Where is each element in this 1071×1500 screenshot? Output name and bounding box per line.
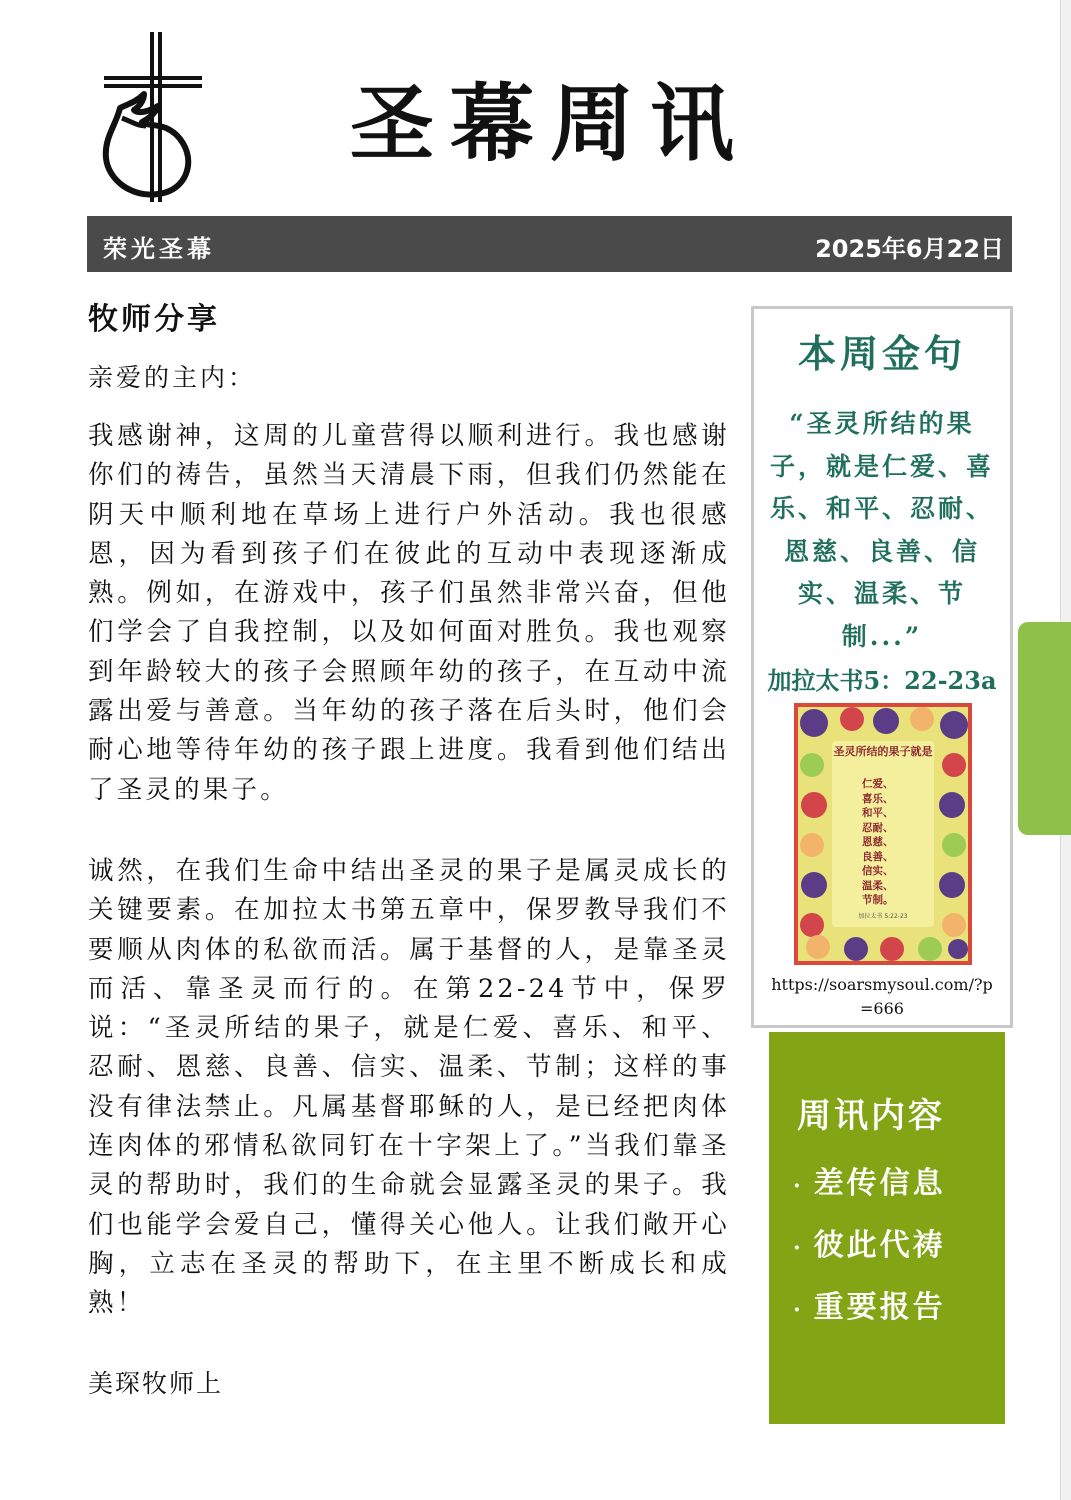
contents-title: 周讯内容 — [797, 1096, 945, 1136]
poster-item: 良善、 — [862, 850, 894, 863]
poster-item: 节制。 — [862, 894, 894, 906]
poster-item: 忍耐、 — [862, 821, 894, 834]
poster-item: 喜乐、 — [862, 792, 894, 805]
image-source-link[interactable]: https://soarsmysoul.com/?p=666 — [771, 975, 993, 1018]
poster-item: 恩慈、 — [862, 836, 894, 848]
poster-panel — [832, 741, 934, 927]
side-scroll-tab[interactable] — [1018, 622, 1071, 835]
contents-item-label: 差传信息 — [813, 1166, 946, 1201]
header-banner — [87, 216, 1012, 272]
issue-date: 2025年6月22日 — [815, 235, 1004, 263]
section-heading-pastor-share: 牧师分享 — [88, 302, 220, 337]
newsletter-title: 圣幕周讯 — [350, 75, 751, 173]
bullet-icon: · — [793, 1235, 804, 1261]
paragraph-1: 我感谢神，这周的儿童营得以顺利进行。我也感谢你们的祷告，虽然当天清晨下雨，但我们仍然能在阴天中顺利地在草场上进行户外活动。我也很感恩，因为看到孩子们在彼此的互动中表现逐渐成熟。例如，在游戏中，孩子们虽然非常兴奋，但他们学会了自我控制，以及如何面对胜负。我也观察到年龄较大的孩子会照顾年幼的孩子，在互动中流露出爱与善意。当年幼的孩子落在后头时，他们会耐心地等待年幼的孩子跟上进度。我看到他们结出了圣灵的果子。 — [88, 421, 730, 805]
poster-reference: 加拉太书 5:22-23 — [858, 913, 908, 920]
church-name: 荣光圣幕 — [103, 235, 215, 263]
bullet-icon: · — [793, 1297, 804, 1323]
contents-item[interactable] — [793, 1282, 946, 1326]
contents-item-label: 重要报告 — [813, 1290, 946, 1325]
poster-item: 和平、 — [862, 807, 894, 819]
signature: 美琛牧师上 — [88, 1369, 224, 1398]
greeting: 亲爱的主内： — [88, 363, 257, 392]
bullet-icon: · — [793, 1173, 804, 1199]
poster-item: 信实、 — [862, 865, 894, 877]
golden-verse-reference: 加拉太书5：22-23a — [767, 666, 997, 695]
poster-list — [862, 777, 932, 908]
contents-item-label: 彼此代祷 — [813, 1228, 946, 1263]
golden-verse-text: “圣灵所结的果子，就是仁爱、喜乐、和平、忍耐、恩慈、良善、信实、温柔、节制...” — [769, 409, 994, 651]
contents-item[interactable] — [793, 1158, 946, 1202]
cross-dove-logo-icon — [98, 30, 208, 210]
poster-title: 圣灵所结的果子就是 — [833, 745, 933, 758]
contents-item[interactable] — [793, 1220, 946, 1264]
golden-verse-title: 本周金句 — [797, 331, 966, 376]
paragraph-2: 诚然，在我们生命中结出圣灵的果子是属灵成长的关键要素。在加拉太书第五章中，保罗教导我们不要顺从肉体的私欲而活。属于基督的人，是靠圣灵而活、靠圣灵而行的。在第22-24节中，保罗说：“圣灵所结的果子，就是仁爱、喜乐、和平、忍耐、恩慈、良善、信实、温柔、节制；这样的事没有律法禁止。凡属基督耶稣的人，是已经把肉体连肉体的邪情私欲同钉在十字架上了。”当我们靠圣灵的帮助时，我们的生命就会显露圣灵的果子。我们也能学会爱自己，懂得关心他人。让我们敞开心胸，立志在圣灵的帮助下，在主里不断成长和成熟！ — [88, 856, 730, 1319]
golden-verse-box — [751, 306, 1013, 1028]
poster-item: 温柔、 — [862, 879, 894, 892]
contents-box — [769, 1032, 1005, 1424]
poster-item: 仁爱、 — [862, 778, 894, 790]
fruit-of-spirit-poster — [794, 703, 972, 965]
